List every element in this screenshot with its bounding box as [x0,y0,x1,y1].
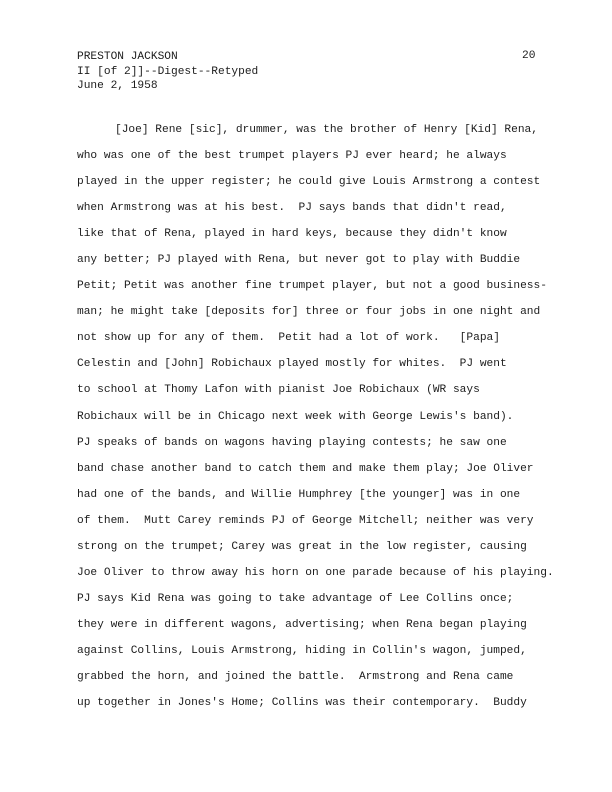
document-body [77,117,592,716]
body-line: Joe Oliver to throw away his horn on one parade because of his playing. [77,566,554,579]
header-subtitle: II [of 2]]--Digest--Retyped [77,65,259,78]
body-line: PJ speaks of bands on wagons having playing contests; he saw one [77,436,507,449]
body-line: not show up for any of them. Petit had a lot of work. [Papa] [77,332,500,345]
page-number: 20 [522,50,536,62]
body-line: like that of Rena, played in hard keys, because they didn't know [77,228,507,241]
header-date: June 2, 1958 [77,80,158,92]
document-header [77,50,258,94]
body-line: of them. Mutt Carey reminds PJ of George Mitchell; neither was very [77,514,534,527]
body-line: played in the upper register; he could give Louis Armstrong a contest [77,176,541,189]
body-line: strong on the trumpet; Carey was great in the low register, causing [77,540,527,553]
body-line: PJ says Kid Rena was going to take advantage of Lee Collins once; [77,592,514,605]
body-line: when Armstrong was at his best. PJ says bands that didn't read, [77,202,507,215]
body-line: Celestin and [John] Robichaux played mostly for whites. PJ went [77,358,507,371]
body-line: band chase another band to catch them and make them play; Joe Oliver [77,462,534,475]
body-line: [Joe] Rene [sic], drummer, was the brother of Henry [Kid] Rena, [115,124,538,136]
body-line: up together in Jones's Home; Collins was their contemporary. Buddy [77,697,527,710]
body-line: who was one of the best trumpet players PJ ever heard; he always [77,150,507,163]
header-name: PRESTON JACKSON [77,51,178,63]
body-line: any better; PJ played with Rena, but never got to play with Buddie [77,254,521,267]
body-line: Petit; Petit was another fine trumpet player, but not a good business- [77,280,547,293]
body-line: they were in different wagons, advertising; when Rena began playing [77,618,527,631]
body-line: man; he might take [deposits for] three or four jobs in one night and [77,306,541,319]
body-line: against Collins, Louis Armstrong, hiding in Collin's wagon, jumped, [77,644,527,657]
body-line: to school at Thomy Lafon with pianist Joe Robichaux (WR says [77,384,480,397]
body-line: Robichaux will be in Chicago next week with George Lewis's band). [77,410,514,423]
body-line: had one of the bands, and Willie Humphrey [the younger] was in one [77,488,521,501]
body-line: grabbed the horn, and joined the battle. Armstrong and Rena came [77,670,514,683]
